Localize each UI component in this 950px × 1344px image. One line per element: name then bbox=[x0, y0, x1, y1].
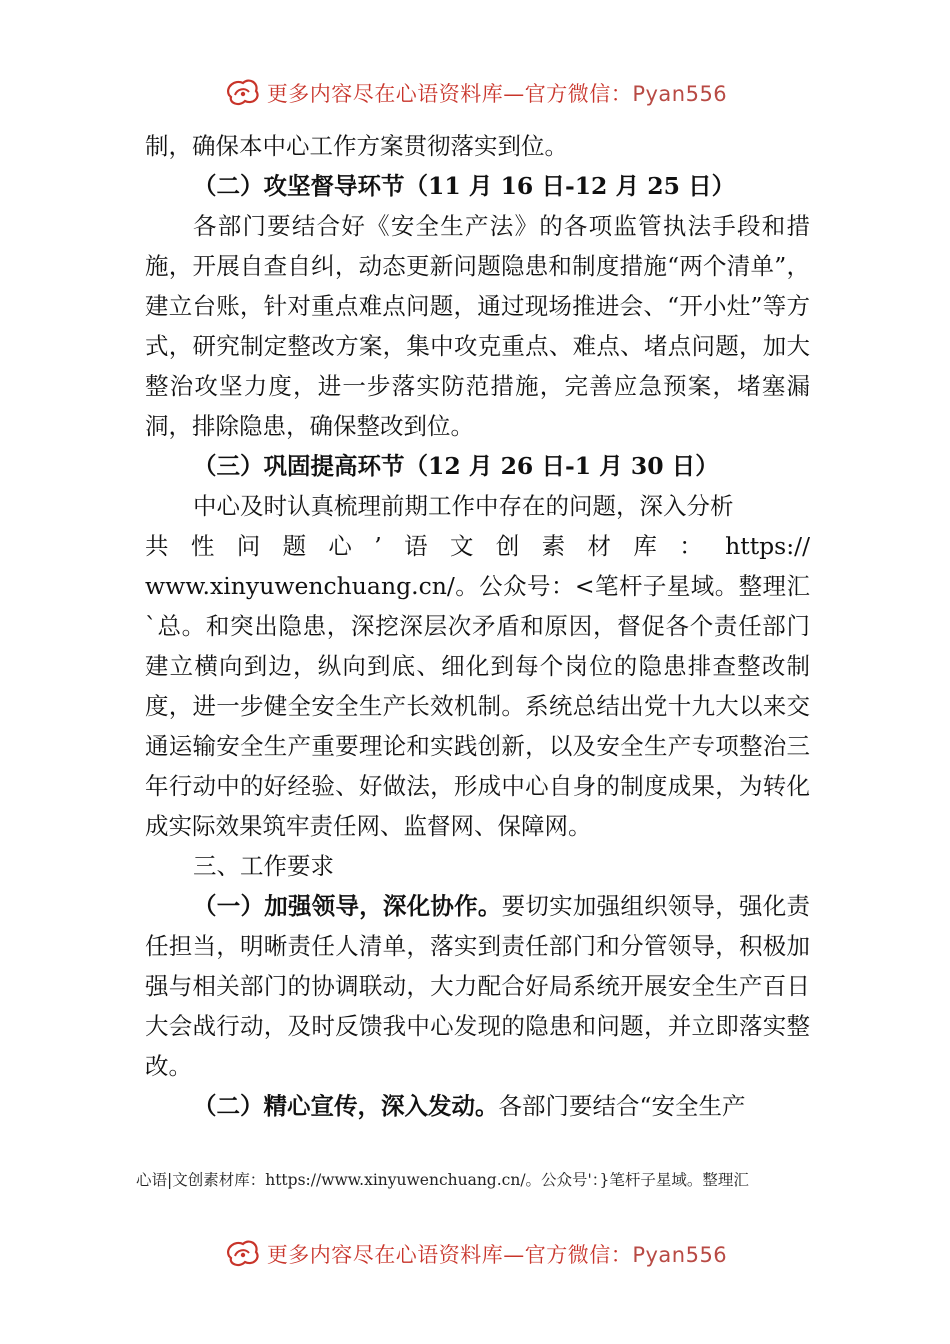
banner-text: 更多内容尽在心语资料库—官方微信：Pyan556 bbox=[266, 1243, 728, 1267]
paragraph-phase-3-line2: 共性问题心’语文创素材库：https:// bbox=[145, 532, 810, 560]
paragraph-phase-2: 各部门要结合好《安全生产法》的各项监管执法手段和措施，开展自查自纠，动态更新问题隐患和制度措施“两个清单”，建立台账，针对重点难点问题，通过现场推进会、“开小灶”等方式，研究制定整改方案，集中攻克重点、难点、堵点问题，加大整治攻坚力度，进一步落实防范措施，完善应急预案，堵塞漏洞，排除隐患，确保整改到位。 bbox=[145, 212, 810, 440]
paragraph-phase-3-rest: www.xinyuwenchuang.cn/。公众号：<笔杆子星域。整理汇`总。和突出隐患，深挖深层次矛盾和原因，督促各个责任部门建立横向到边，纵向到底、细化到每个岗位的隐患排查整改制度，进一步健全安全生产长效机制。系统总结出党十九大以来交通运输安全生产重要理论和实践创新，以及安全生产专项整治三年行动中的好经验、好做法，形成中心自身的制度成果，为转化成实际效果筑牢责任网、监督网、保障网。 bbox=[145, 572, 810, 840]
header-watermark-banner bbox=[0, 73, 950, 113]
paragraph-continuation: 制，确保本中心工作方案贯彻落实到位。 bbox=[145, 132, 568, 160]
requirement-1-title: （一）加强领导，深化协作。 bbox=[193, 892, 502, 920]
heading-phase-3: （三）巩固提高环节（12 月 26 日-1 月 30 日） bbox=[193, 452, 719, 480]
paragraph-phase-3-line1: 中心及时认真梳理前期工作中存在的问题，深入分析 bbox=[193, 492, 734, 520]
cloud-logo-icon bbox=[223, 1234, 263, 1274]
footer-note: 心语|文创素材库：https://www.xinyuwenchuang.cn/。公众号'：}笔杆子星域。整理汇 bbox=[136, 1171, 749, 1189]
cloud-logo-icon bbox=[223, 73, 263, 113]
paragraph-requirement-2 bbox=[145, 1086, 810, 1126]
footer-watermark-banner bbox=[0, 1234, 950, 1274]
wechat-id: Pyan556 bbox=[632, 82, 728, 106]
requirement-2-title: （二）精心宣传，深入发动。 bbox=[193, 1092, 499, 1120]
paragraph-requirement-1 bbox=[145, 886, 810, 1086]
wechat-id: Pyan556 bbox=[632, 1243, 728, 1267]
requirement-1-text: 要切实加强组织领导，强化责任担当，明晰责任人清单，落实到责任部门和分管领导，积极加强与相关部门的协调联动，大力配合好局系统开展安全生产百日大会战行动，及时反馈我中心发现的隐患和问题，并立即落实整改。 bbox=[145, 892, 811, 1080]
document-body bbox=[145, 126, 810, 1126]
requirement-2-text: 各部门要结合“安全生产 bbox=[498, 1092, 746, 1120]
heading-phase-2: （二）攻坚督导环节（11 月 16 日-12 月 25 日） bbox=[193, 172, 736, 200]
section-heading-requirements: 三、工作要求 bbox=[193, 852, 334, 880]
banner-text: 更多内容尽在心语资料库—官方微信：Pyan556 bbox=[266, 82, 728, 106]
